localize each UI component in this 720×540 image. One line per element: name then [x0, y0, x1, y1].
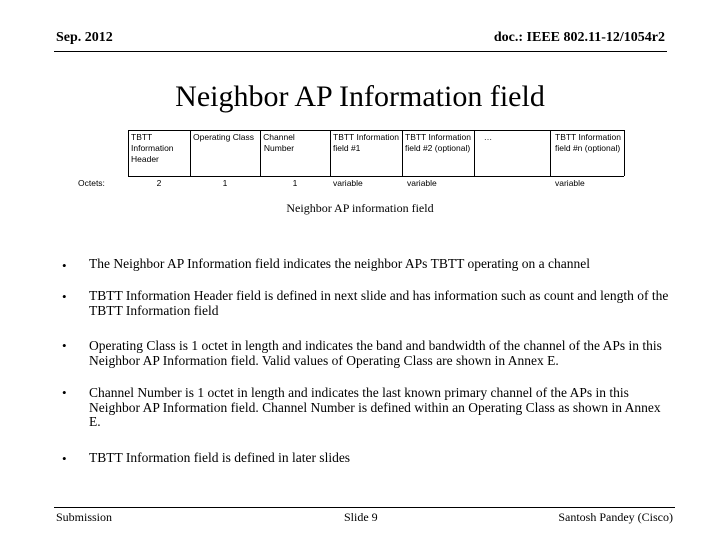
table-bottom-border	[128, 176, 624, 177]
slide-title: Neighbor AP Information field	[175, 80, 545, 113]
table-caption: Neighbor AP information field	[286, 201, 434, 215]
footer-rule	[54, 507, 675, 508]
octets-value-operating-class: 1	[222, 178, 228, 188]
field-format-table	[0, 0, 720, 200]
bullet-text: TBTT Information Header field is defined in next slide and has information such as count and length of the TBTT Information field	[89, 288, 669, 318]
col-header-channel-number: Channel Number	[263, 132, 295, 153]
footer-submission: Submission	[56, 510, 113, 524]
table-divider	[402, 130, 403, 176]
header-date: Sep. 2012	[56, 30, 113, 45]
table-divider	[474, 130, 475, 176]
table-divider	[190, 130, 191, 176]
octets-value-tbtt-info-field-1: variable	[333, 178, 363, 188]
col-header-tbtt-info-field-n: TBTT Information field #n (optional)	[555, 132, 621, 153]
col-header-tbtt-info-field-2: TBTT Information field #2 (optional)	[405, 132, 471, 153]
footer-slide-number: Slide 9	[344, 510, 378, 524]
bullet-marker: •	[62, 289, 67, 304]
col-header-tbtt-info-field-1: TBTT Information field #1	[333, 132, 399, 153]
table-divider	[260, 130, 261, 176]
octets-value-tbtt-info-header: 2	[156, 178, 162, 188]
bullet-marker: •	[62, 338, 67, 353]
table-divider	[624, 130, 625, 176]
col-header-operating-class: Operating Class	[193, 132, 254, 142]
table-divider	[330, 130, 331, 176]
table-divider	[128, 130, 129, 176]
col-header-tbtt-info-header: TBTT Information Header	[131, 132, 174, 164]
bullet-marker: •	[62, 258, 67, 273]
col-header-ellipsis: …	[483, 132, 493, 142]
octets-row-label: Octets:	[78, 178, 105, 188]
bullet-marker: •	[62, 385, 67, 400]
octets-value-tbtt-info-field-n: variable	[555, 178, 585, 188]
bullet-text: The Neighbor AP Information field indicates the neighbor APs TBTT operating on a channel	[89, 256, 591, 271]
bullet-text: TBTT Information field is defined in later slides	[89, 450, 351, 465]
octets-value-channel-number: 1	[292, 178, 298, 188]
bullet-text: Operating Class is 1 octet in length and indicates the band and bandwidth of the channel of the APs in this Neighbor AP Information field. Valid values of Operating Class are shown in Annex E.	[89, 338, 662, 368]
header-doc-id: doc.: IEEE 802.11-12/1054r2	[493, 30, 665, 45]
table-divider	[550, 130, 551, 176]
bullet-marker: •	[62, 451, 67, 466]
bullet-text: Channel Number is 1 octet in length and indicates the last known primary channel of the APs in this Neighbor AP Information field. Channel Number is defined within an Operating Class as shown in Annex E.	[89, 385, 661, 429]
octets-value-tbtt-info-field-2: variable	[407, 178, 437, 188]
footer-author: Santosh Pandey (Cisco)	[558, 510, 673, 524]
